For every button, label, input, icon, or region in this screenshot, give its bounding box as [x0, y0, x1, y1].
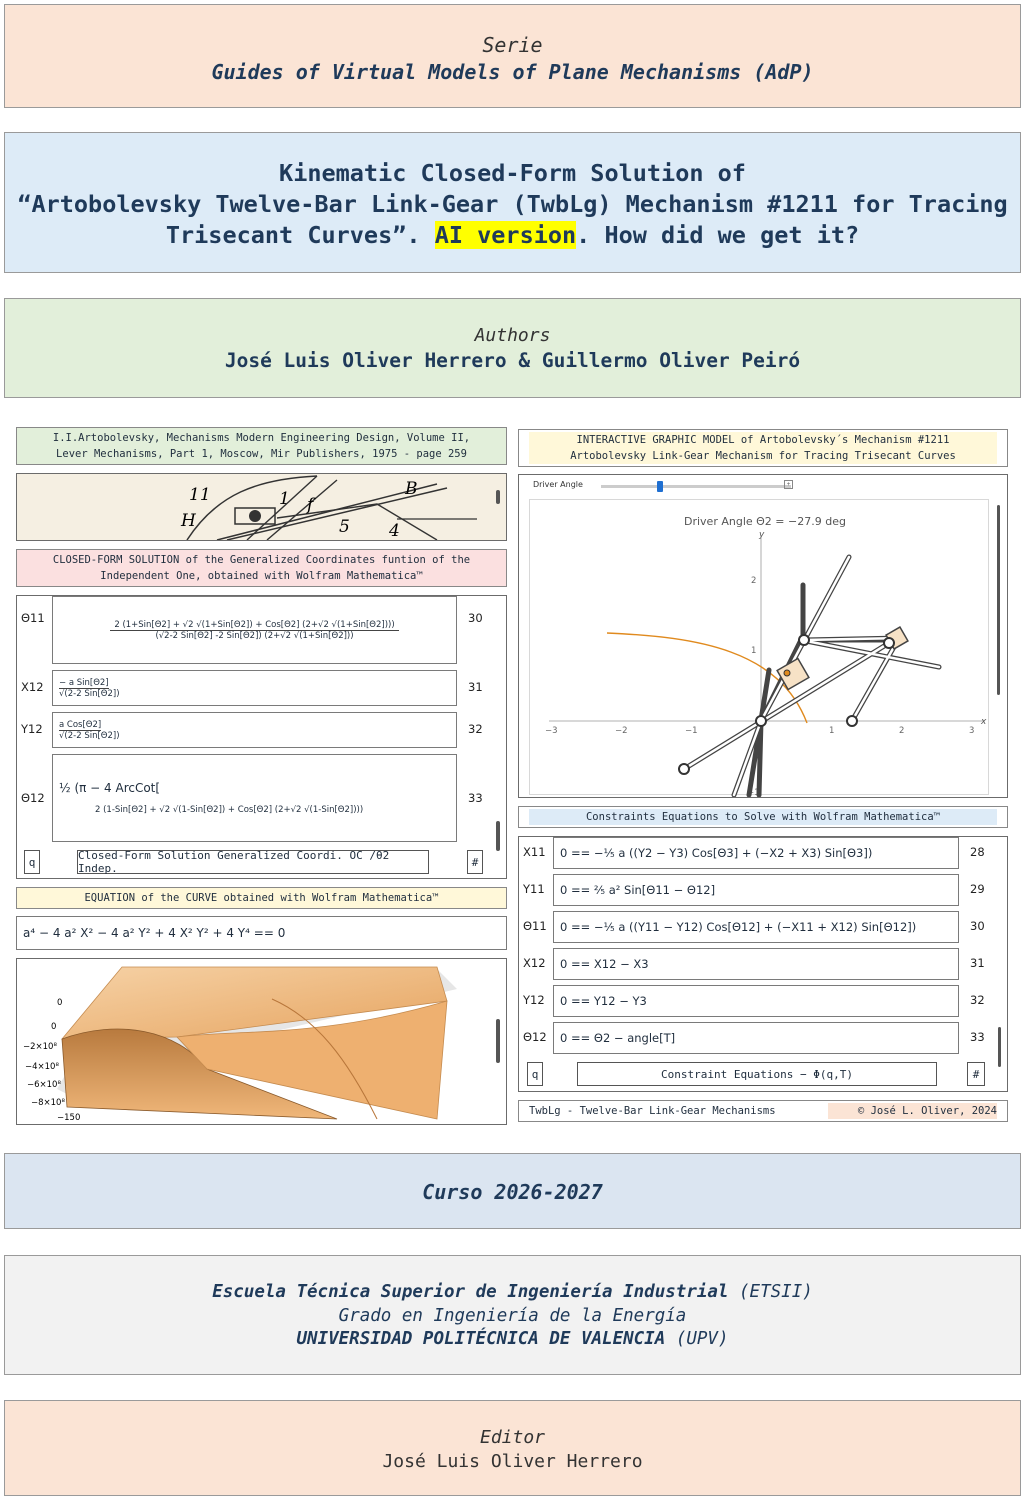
series-band [4, 4, 1021, 108]
surface-svg [17, 959, 506, 1124]
closed-form-title-line-2: Independent One, obtained with Wolfram Mathematica™ [100, 570, 423, 582]
row-label: Y12 [21, 722, 43, 736]
reference-line-1: I.I.Artobolevsky, Mechanisms Modern Engineering Design, Volume II, [52, 432, 471, 444]
x-tick: 3 [969, 726, 975, 736]
plot3d-tick: −8×10⁸ [31, 1098, 65, 1108]
row-expr-denominator: √(2-2 Sin[Θ2]) [59, 688, 120, 699]
plot3d-tick: −2×10⁸ [23, 1042, 57, 1052]
constraint-cell[interactable]: 0 == Θ2 − angle[T] [553, 1022, 959, 1054]
plot3d-tick: 0 [51, 1022, 57, 1032]
interactive-model [518, 474, 1008, 798]
row-label: Θ11 [21, 611, 45, 625]
title-line-3 [5, 220, 1020, 251]
closed-form-cell-theta11[interactable] [52, 596, 457, 664]
drawing-label: B [405, 479, 418, 499]
drawing-label: 11 [189, 485, 211, 505]
drawing-label: f [307, 495, 314, 515]
school-name: Escuela Técnica Superior de Ingeniería Industrial [212, 1282, 729, 1302]
constraint-number: 31 [970, 956, 985, 970]
plot3d-tick: −150 [57, 1113, 81, 1123]
model-footer [518, 1100, 1008, 1122]
axis-y-label: y [759, 530, 765, 540]
constraint-cell[interactable]: 0 == −⅕ a ((Y2 − Y3) Cos[Θ3] + (−X2 + X3) Sin[Θ3]) [553, 837, 959, 869]
joint [847, 716, 857, 726]
row-expr-denominator: (√2-2 Sin[Θ2] -2 Sin[Θ2]) (2+√2 √(1+Sin[Θ2])) [155, 630, 354, 641]
school-degree: Grado en Ingeniería de la Energía [338, 1306, 687, 1326]
closed-form-cell-y12[interactable] [52, 712, 457, 748]
surface-plot [16, 958, 507, 1125]
authors-names: José Luis Oliver Herrero & Guillermo Oliver Peiró [224, 349, 801, 372]
driver-angle-readout: Driver Angle Θ2 = −27.9 deg [684, 515, 846, 528]
constraint-number: 30 [970, 919, 985, 933]
university-abbr: (UPV) [675, 1329, 729, 1349]
row-number: 30 [468, 611, 483, 625]
model-title-line-1: INTERACTIVE GRAPHIC MODEL of Artobolevsky´s Mechanism #1211 [576, 434, 950, 446]
constraint-number: 33 [970, 1030, 985, 1044]
series-title: Guides of Virtual Models of Plane Mechanisms (AdP) [211, 60, 814, 84]
row-expr-denominator: √(2-2 Sin[Θ2]) [59, 730, 120, 741]
hash-button[interactable]: # [467, 850, 483, 874]
reference-box [16, 427, 507, 465]
title-band [4, 132, 1021, 273]
y-tick: 1 [751, 646, 757, 656]
plot3d-tick: −4×10⁸ [25, 1062, 59, 1072]
mechanism-links-inner [684, 557, 939, 795]
curve-title: EQUATION of the CURVE obtained with Wolfram Mathematica™ [16, 887, 507, 909]
x-tick: −3 [545, 726, 558, 736]
closed-form-cell-theta12[interactable] [52, 754, 457, 842]
x-tick: 1 [829, 726, 835, 736]
joint [679, 764, 689, 774]
footer-left: TwbLg - Twelve-Bar Link-Gear Mechanisms [529, 1105, 776, 1117]
mechanism-svg [519, 475, 1007, 797]
q-button[interactable]: q [527, 1062, 543, 1086]
row-label: Θ12 [21, 791, 45, 805]
drawing-label: 1 [279, 489, 290, 509]
university-name: UNIVERSIDAD POLITÉCNICA DE VALENCIA [296, 1329, 666, 1349]
editor-label: Editor [479, 1427, 546, 1448]
constraints-scrollbar[interactable] [998, 1027, 1001, 1067]
model-title-inner [529, 432, 997, 464]
constraints-title [518, 806, 1008, 828]
constraint-number: 28 [970, 845, 985, 859]
school-band [4, 1255, 1021, 1375]
row-expr: 2 (1+Sin[Θ2] + √2 √(1+Sin[Θ2]) + Cos[Θ2] (2+√2 √(1+Sin[Θ2]))) [110, 620, 398, 631]
closed-form-scrollbar[interactable] [496, 821, 500, 851]
closed-form-title [16, 549, 507, 587]
constraint-cell[interactable]: 0 == ⅖ a² Sin[Θ11 − Θ12] [553, 874, 959, 906]
row-number: 31 [468, 680, 483, 694]
x-tick: −1 [685, 726, 698, 736]
curve-equation[interactable]: a⁴ − 4 a² X² − 4 a² Y² + 4 X² Y² + 4 Y⁴ == 0 [16, 916, 507, 950]
drawing-svg [17, 474, 506, 540]
closed-form-title-line-1: CLOSED-FORM SOLUTION of the Generalized Coordinates funtion of the [52, 554, 471, 566]
constraint-cell[interactable]: 0 == −⅕ a ((Y11 − Y12) Cos[Θ12] + (−X11 + X12) Sin[Θ12]) [553, 911, 959, 943]
constraint-number: 29 [970, 882, 985, 896]
tracer-point [784, 670, 790, 676]
y-tick: −1 [747, 788, 760, 797]
mechanism-drawing [16, 473, 507, 541]
q-button[interactable]: q [24, 850, 40, 874]
constraint-cell[interactable]: 0 == Y12 − Y3 [553, 985, 959, 1017]
drawing-label: H [181, 511, 196, 531]
editor-name: José Luis Oliver Herrero [382, 1451, 643, 1472]
row-label: X12 [21, 680, 44, 694]
plot3d-tick: −6×10⁸ [27, 1080, 61, 1090]
row-expr: ½ (π − 4 ArcCot[ [59, 781, 161, 795]
row-expr: − a Sin[Θ2] [59, 677, 109, 688]
title-line-2: “Artobolevsky Twelve-Bar Link-Gear (TwbLg) Mechanism #1211 for Tracing [17, 190, 1008, 218]
authors-label: Authors [474, 325, 551, 346]
hash-button[interactable]: # [967, 1062, 985, 1086]
constraint-label: Θ11 [523, 919, 547, 933]
surface-scrollbar[interactable] [496, 1019, 500, 1063]
row-expr: a Cos[Θ2] [59, 719, 102, 730]
mechanism-links [684, 557, 939, 795]
title-line-3-b: . How did we get it? [576, 221, 860, 249]
constraints-caption[interactable]: Constraint Equations − Φ(q,T) [577, 1062, 937, 1086]
model-scrollbar[interactable] [997, 505, 1000, 695]
authors-band [4, 298, 1021, 398]
joint [884, 638, 894, 648]
school-line-3 [5, 1329, 1020, 1349]
plot3d-tick: 0 [57, 998, 63, 1008]
ai-version-highlight: AI version [434, 221, 577, 249]
row-number: 32 [468, 722, 483, 736]
series-label: Serie [482, 33, 543, 57]
school-abbr: (ETSII) [739, 1282, 813, 1302]
book-title [5, 158, 1020, 251]
footer-right: © José L. Oliver, 2024 [828, 1103, 997, 1119]
constraints-panel [518, 836, 1008, 1092]
model-title-line-2: Artobolevsky Link-Gear Mechanism for Tracing Trisecant Curves [570, 450, 956, 462]
closed-form-cell-x12[interactable] [52, 670, 457, 706]
constraint-number: 32 [970, 993, 985, 1007]
constraint-label: Θ12 [523, 1030, 547, 1044]
editor-band [4, 1400, 1021, 1496]
model-title [518, 429, 1008, 467]
drawing-label: 5 [339, 517, 350, 537]
y-tick: 2 [751, 576, 757, 586]
constraint-label: X12 [523, 956, 546, 970]
title-line-3-a: Trisecant Curves”. [165, 221, 421, 249]
joint [799, 635, 809, 645]
joint [756, 716, 766, 726]
constraint-cell[interactable]: 0 == X12 − X3 [553, 948, 959, 980]
constraint-label: Y12 [523, 993, 545, 1007]
constraint-label: X11 [523, 845, 546, 859]
closed-form-caption[interactable]: Closed-Form Solution Generalized Coordi. OC /θ2 Indep. [77, 850, 429, 874]
constraints-title-text: Constraints Equations to Solve with Wolfram Mathematica™ [529, 809, 997, 825]
slider-label: Driver Angle [533, 480, 583, 489]
axis-x-label: x [981, 717, 987, 727]
title-line-1: Kinematic Closed-Form Solution of [279, 159, 746, 187]
drawing-label: 4 [389, 521, 400, 540]
school-line-1 [5, 1282, 1020, 1302]
link [759, 721, 761, 795]
x-tick: 2 [899, 726, 905, 736]
drawing-scrollbar[interactable] [496, 490, 500, 504]
slider-options-icon[interactable]: + [784, 480, 793, 489]
row-expr-denominator: 2 (1-Sin[Θ2] + √2 √(1-Sin[Θ2]) + Cos[Θ2] (2+√2 √(1-Sin[Θ2]))) [95, 805, 364, 815]
constraint-label: Y11 [523, 882, 545, 896]
x-tick: −2 [615, 726, 628, 736]
row-number: 33 [468, 791, 483, 805]
course-band [4, 1153, 1021, 1229]
drawing-joint [249, 510, 261, 522]
course-text: Curso 2026-2027 [422, 1180, 603, 1204]
reference-line-2: Lever Mechanisms, Part 1, Moscow, Mir Publishers, 1975 - page 259 [56, 448, 467, 460]
closed-form-panel [16, 595, 507, 879]
link-inner [801, 640, 939, 667]
